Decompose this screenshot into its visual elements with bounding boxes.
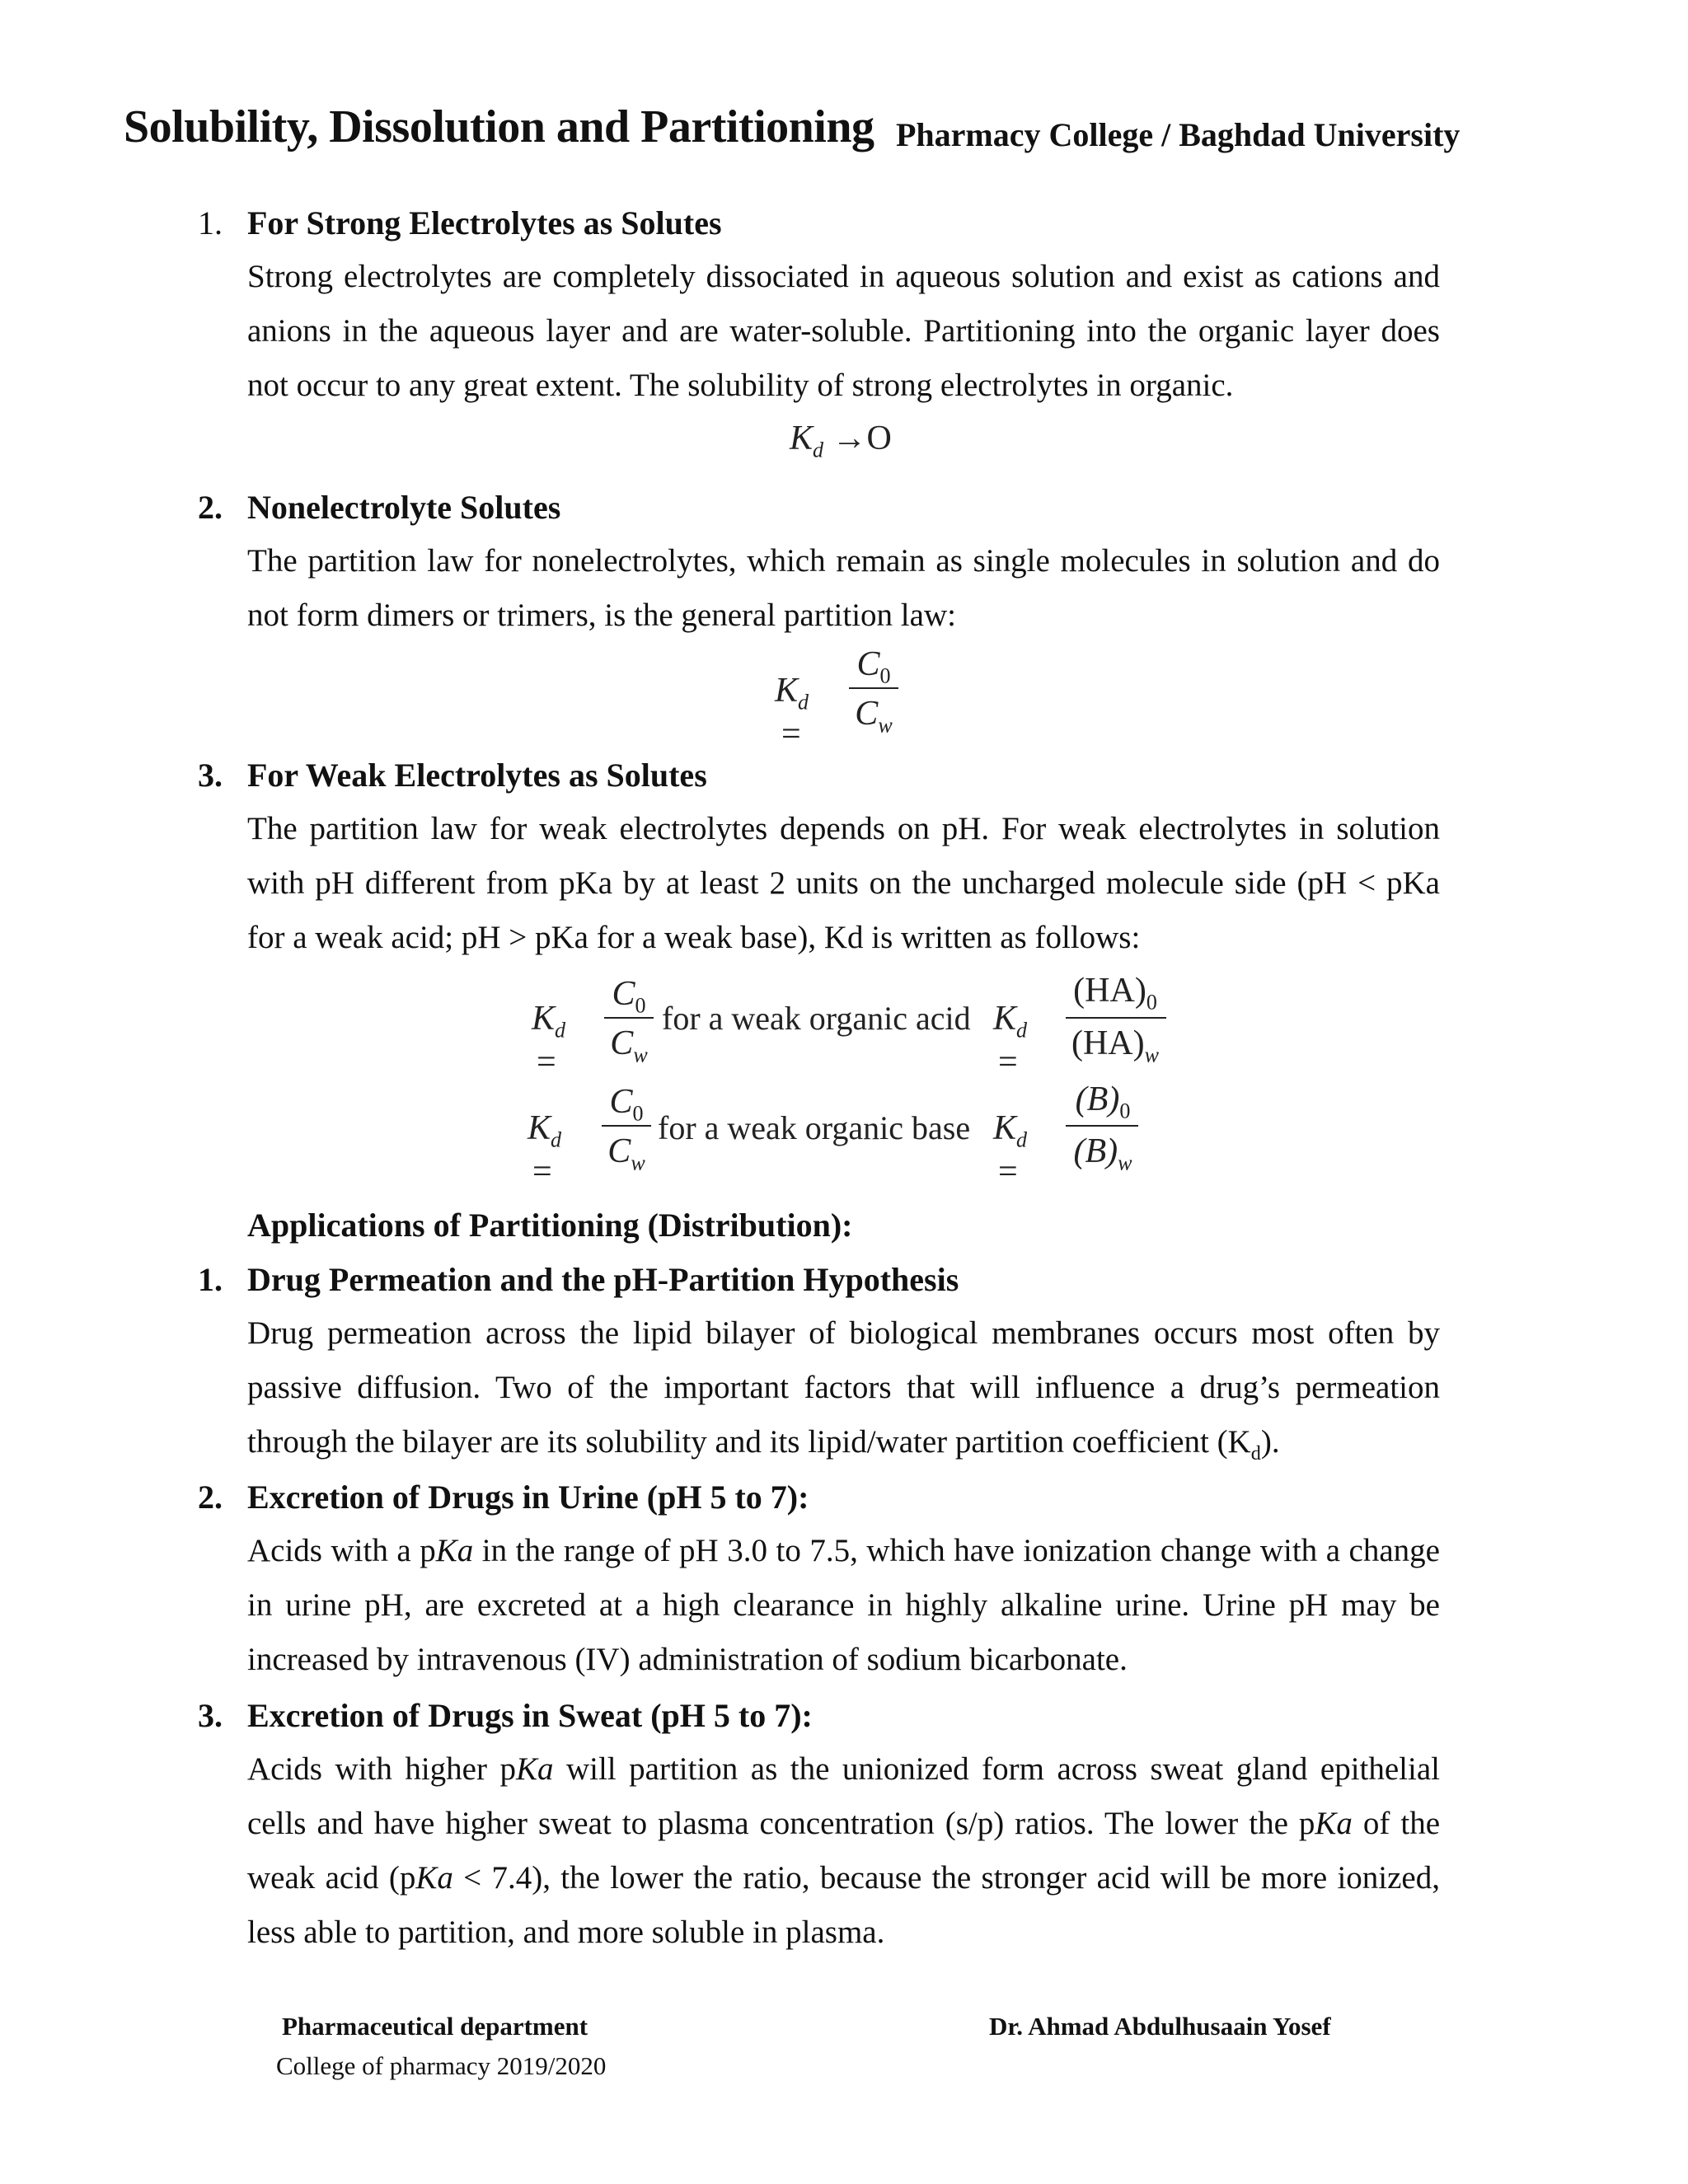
section-3-number: 3. <box>198 757 223 794</box>
eq-denominator-sub: w <box>633 1043 648 1067</box>
eq-label: for a weak organic base <box>658 1109 971 1146</box>
application-1-end: ). <box>1260 1424 1280 1460</box>
application-2-text-b: in the range of pH 3.0 to 7.5, which have ionization change with a change in urine pH, are excreted at a high clearance in highly alkaline urine. Urine pH may be increased by intravenous (IV) administration of sodium bicarbonate. <box>247 1533 1440 1677</box>
eq-k-sub: d <box>551 1127 562 1152</box>
application-3-text-c: of the weak acid (p <box>247 1806 1441 1896</box>
application-3-text-b: will partition as the unionized form across sweat gland epithelial cells and have higher sweat to plasma concentration (s/p) ratios. The lower the p <box>247 1751 1440 1841</box>
eq-fraction-bar <box>602 1125 651 1127</box>
application-2-text-a: Acids with a p <box>247 1533 436 1568</box>
eq-denominator-2-sub: w <box>1118 1151 1132 1175</box>
eq-denominator: C <box>610 1024 634 1062</box>
applications-title: Applications of Partitioning (Distribution): <box>247 1207 853 1244</box>
application-1-sub: d <box>1250 1441 1261 1465</box>
application-3-ka-3: Ka <box>415 1860 453 1896</box>
eq-numerator-2: (B) <box>1075 1080 1120 1118</box>
eq-equals-2: = <box>998 1153 1018 1192</box>
eq-fraction-bar-2 <box>1066 1017 1166 1019</box>
section-2-number: 2. <box>198 489 223 526</box>
application-3-text-a: Acids with higher p <box>247 1751 516 1787</box>
eq-equals-2: = <box>998 1043 1018 1082</box>
application-3-ka-2: Ka <box>1315 1806 1353 1841</box>
eq-k-sub: d <box>798 690 809 715</box>
eq-k: K <box>528 1109 551 1147</box>
eq-equals: = <box>532 1153 552 1192</box>
eq-arrow: → <box>832 419 867 457</box>
footer-department: Pharmaceutical department <box>282 2012 588 2041</box>
section-3-heading: For Weak Electrolytes as Solutes <box>247 757 707 794</box>
eq-fraction-bar <box>849 687 898 689</box>
eq-denominator-2: (HA) <box>1071 1024 1145 1062</box>
eq-k-sub: d <box>555 1018 566 1043</box>
eq-numerator-sub: 0 <box>635 993 646 1018</box>
eq-k2: K <box>993 1109 1017 1147</box>
eq-k2: K <box>993 1000 1017 1038</box>
application-2-body <box>247 1524 1440 1687</box>
eq-equals: = <box>781 715 801 754</box>
equation-strong-electrolyte <box>790 419 892 462</box>
application-3-body <box>247 1742 1440 1960</box>
eq-numerator: C <box>609 1083 633 1121</box>
eq-denominator-sub: w <box>878 713 893 738</box>
eq-fraction-bar-2 <box>1066 1125 1138 1127</box>
eq-k2-sub: d <box>1016 1018 1028 1043</box>
eq-k: K <box>790 419 814 457</box>
eq-value: O <box>866 419 892 457</box>
section-1-heading: For Strong Electrolytes as Solutes <box>247 204 722 241</box>
eq-numerator: C <box>612 975 635 1013</box>
application-3-ka-1: Ka <box>515 1751 554 1787</box>
section-2-heading: Nonelectrolyte Solutes <box>247 489 561 526</box>
eq-numerator-2: (HA) <box>1073 972 1146 1010</box>
page-affiliation: Pharmacy College / Baghdad University <box>896 116 1461 153</box>
application-3-text-d: < 7.4), the lower the ratio, because the stronger acid will be more ionized, less able to partition, and more soluble in plasma. <box>247 1860 1440 1950</box>
section-2-body: The partition law for nonelectrolytes, which remain as single molecules in solution and do not form dimers or trimers, is the general partition law: <box>247 543 1440 633</box>
eq-label: for a weak organic acid <box>662 1000 971 1037</box>
application-2-ka: Ka <box>435 1533 474 1568</box>
application-3-heading: Excretion of Drugs in Sweat (pH 5 to 7): <box>247 1697 813 1734</box>
eq-denominator-2: (B) <box>1073 1132 1118 1170</box>
eq-numerator-2-sub: 0 <box>1146 990 1157 1015</box>
application-1-number: 1. <box>198 1261 223 1298</box>
application-2-heading: Excretion of Drugs in Urine (pH 5 to 7): <box>247 1479 809 1516</box>
eq-denominator-sub: w <box>631 1151 645 1175</box>
eq-k-sub: d <box>813 438 824 462</box>
eq-numerator-sub: 0 <box>879 663 891 688</box>
application-1-text: Drug permeation across the lipid bilayer of biological membranes occurs most often by passive diffusion. Two of the important factors that will influence a drug’s permeation through the bilayer are its solubility and its lipid/water partition coefficient (K <box>247 1315 1440 1460</box>
application-1-body <box>247 1306 1440 1481</box>
eq-k: K <box>775 672 799 710</box>
section-1-body: Strong electrolytes are completely dissociated in aqueous solution and exist as cations and anions in the aqueous layer and are water-soluble. Partitioning into the organic layer does not occur to any great extent. The solubility of strong electrolytes in organic. <box>247 259 1440 403</box>
eq-denominator-2-sub: w <box>1144 1043 1159 1067</box>
application-1-heading: Drug Permeation and the pH-Partition Hypothesis <box>247 1261 959 1298</box>
eq-numerator: C <box>856 645 880 683</box>
application-2-number: 2. <box>198 1479 223 1516</box>
application-3-number: 3. <box>198 1697 223 1734</box>
section-3-body: The partition law for weak electrolytes depends on pH. For weak electrolytes in solution with pH different from pKa by at least 2 units on the uncharged molecule side (pH < pKa for a weak acid; pH > pKa for a weak base), Kd is written as follows: <box>247 811 1440 955</box>
eq-fraction-bar <box>604 1017 654 1019</box>
eq-numerator-2-sub: 0 <box>1119 1099 1131 1123</box>
eq-denominator: C <box>855 695 879 733</box>
section-1-number: 1. <box>198 204 223 241</box>
eq-denominator: C <box>607 1132 631 1170</box>
footer-college-year: College of pharmacy 2019/2020 <box>276 2051 607 2080</box>
page-title: Solubility, Dissolution and Partitioning <box>124 101 874 152</box>
eq-k2-sub: d <box>1016 1127 1028 1152</box>
eq-k: K <box>532 1000 556 1038</box>
eq-numerator-sub: 0 <box>632 1101 644 1126</box>
footer-author: Dr. Ahmad Abdulhusaain Yosef <box>989 2012 1331 2041</box>
eq-equals: = <box>537 1043 556 1082</box>
